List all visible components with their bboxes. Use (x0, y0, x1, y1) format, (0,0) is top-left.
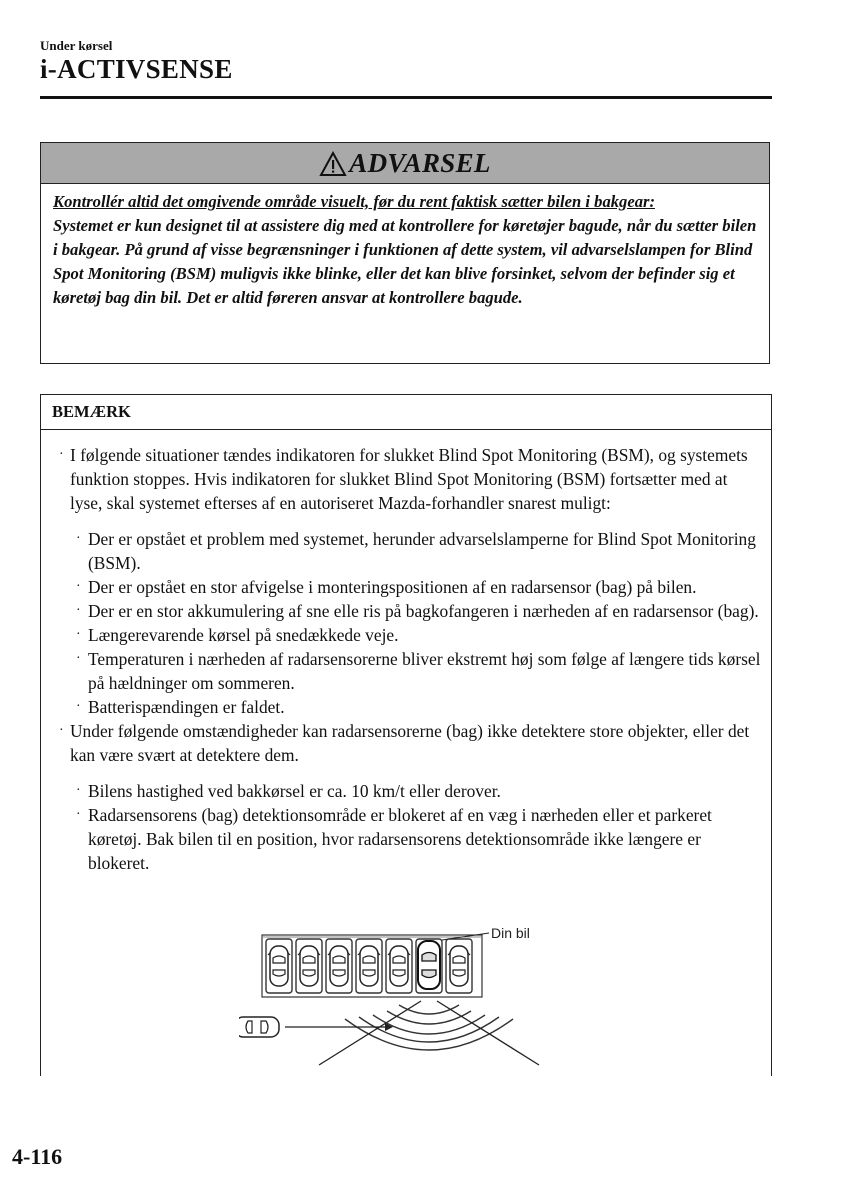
note-box (40, 394, 772, 1076)
page-number: 4-116 (12, 1144, 63, 1169)
list-item (41, 647, 771, 695)
list-item (41, 803, 771, 875)
warning-box (40, 142, 770, 364)
note-intro-2-text: Under følgende omstændigheder kan radarsensorerne (bag) ikke detektere store objekter, eller det kan være svært at detektere dem. (70, 721, 750, 765)
bullet-dot: · (76, 783, 81, 798)
parking-diagram (239, 925, 599, 1075)
list-item (41, 779, 771, 803)
warning-title: ADVARSEL (349, 147, 491, 178)
warning-header (41, 143, 769, 184)
list-item-text: Der er opstået et problem med systemet, herunder advarselslamperne for Blind Spot Monitoring (BSM). (88, 529, 756, 573)
warning-lead: Kontrollér altid det omgivende område visuelt, før du rent faktisk sætter bilen i bakgear: (53, 192, 655, 211)
list-item-text: Der er en stor akkumulering af sne elle ris på bagkofangeren i nærheden af en radarsensor (bag). (88, 601, 759, 621)
list-item-text: Batterispændingen er faldet. (88, 697, 285, 717)
note-intro-2 (41, 719, 771, 767)
warning-body (41, 184, 769, 310)
list-item-text: Temperaturen i nærheden af radarsensorerne bliver ekstremt høj som følge af længere tids kørsel på hældninger om sommeren. (88, 649, 761, 693)
page-title: i-ACTIVSENSE (40, 54, 233, 84)
bullet-dot: · (76, 699, 81, 714)
diagram-label: Din bil (491, 925, 530, 941)
bullet-dot: · (76, 531, 81, 546)
list-item-text: Længerevarende kørsel på snedækkede veje. (88, 625, 399, 645)
bullet-dot: · (76, 651, 81, 666)
bullet-dot: · (76, 627, 81, 642)
title-rule (40, 96, 772, 99)
note-intro-1-text: I følgende situationer tændes indikatoren for slukket Blind Spot Monitoring (BSM), og systemets funktion stoppes. Hvis indikatoren for slukket Blind Spot Monitoring (BSM) fortsætter med at lyse, skal systemet efterses af en autoriseret Mazda-forhandler snarest muligt: (70, 445, 748, 513)
list-item-text: Radarsensorens (bag) detektionsområde er blokeret af en væg i nærheden eller et parkeret køretøj. Bak bilen til en position, hvor radarsensorens detektionsområde ikke længere er blokeret. (88, 805, 712, 873)
list-item (41, 623, 771, 647)
note-intro-1 (41, 443, 771, 515)
warning-text: Systemet er kun designet til at assistere dig med at kontrollere for køretøjer bagude, når du sætter bilen i bakgear. På grund af visse begrænsninger i funktionen af dette system, vil advarselslampen for Blind Spot Monitoring (BSM) muligvis ikke blinke, eller det kan blive forsinket, selvom der befinder sig et køretøj bag din bil. Det er altid føreren ansvar at kontrollere bagude. (53, 216, 757, 307)
list-item (41, 695, 771, 719)
detection-line-right (437, 1001, 539, 1065)
own-car (418, 941, 440, 989)
list-item-text: Bilens hastighed ved bakkørsel er ca. 10 km/t eller derover. (88, 781, 501, 801)
bullet-dot: · (76, 579, 81, 594)
list-item (41, 599, 771, 623)
detection-line-left (319, 1001, 421, 1065)
section-label: Under kørsel (40, 38, 113, 53)
list-item-text: Der er opstået en stor afvigelse i monteringspositionen af en radarsensor (bag) på bilen. (88, 577, 697, 597)
bullet-dot: · (59, 447, 64, 462)
approaching-car (239, 1017, 279, 1037)
bullet-dot: · (76, 603, 81, 618)
list-item (41, 575, 771, 599)
bullet-dot: · (59, 723, 64, 738)
bullet-dot: · (76, 807, 81, 822)
list-item (41, 527, 771, 575)
note-title: BEMÆRK (41, 395, 771, 430)
warning-triangle-icon (319, 151, 347, 177)
note-body (41, 430, 771, 875)
